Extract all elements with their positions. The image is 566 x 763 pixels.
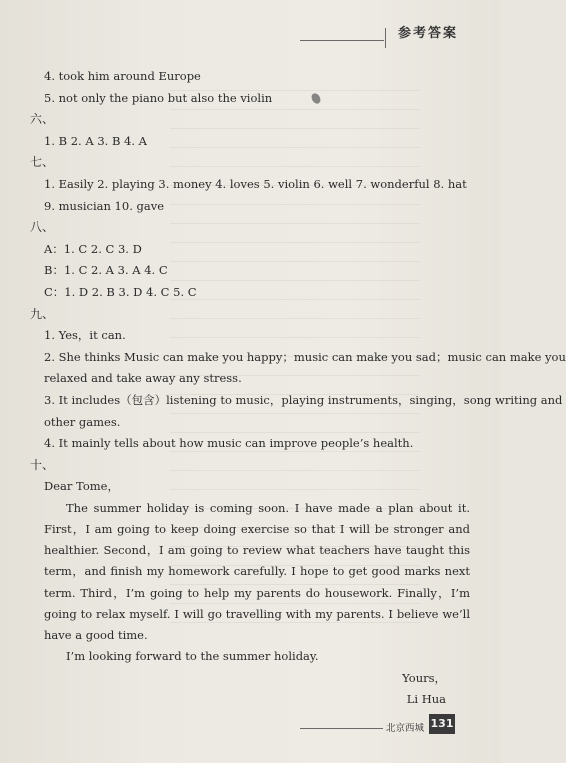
letter-greeting: Dear Tome，	[44, 479, 119, 494]
answer-line: 1. Yes，it can.	[44, 328, 126, 343]
answer-line: relaxed and take away any stress.	[44, 371, 242, 386]
answer-line: C：1. D 2. B 3. D 4. C 5. C	[44, 284, 197, 299]
section-heading: 七、	[30, 155, 55, 170]
answer-line: 4. It mainly tells about how music can improve people’s health.	[44, 436, 414, 451]
header-divider	[385, 28, 386, 48]
answer-line: 9. musician 10. gave	[44, 198, 165, 213]
answer-content	[30, 66, 566, 711]
answer-line: A：1. C 2. C 3. D	[44, 241, 142, 256]
answer-line: 3. It includes（包含）listening to music，playing instruments，singing，song writing and	[44, 392, 563, 407]
letter-closing-line: I’m looking forward to the summer holiday.	[66, 649, 319, 664]
section-heading: 八、	[30, 220, 55, 235]
footer-label: 北京西城	[386, 723, 425, 734]
answer-line: 1. B 2. A 3. B 4. A	[44, 133, 147, 148]
header-rule	[300, 40, 384, 41]
header-title: 参考答案	[398, 26, 459, 41]
page-number: 131	[429, 714, 455, 734]
answer-line: B：1. C 2. A 3. A 4. C	[44, 263, 168, 278]
answer-line: 1. Easily 2. playing 3. money 4. loves 5. violin 6. well 7. wonderful 8. hat	[44, 176, 467, 191]
section-heading: 九、	[30, 306, 55, 321]
answer-line: 2. She thinks Music can make you happy；music can make you sad；music can make you	[44, 349, 566, 364]
answer-line: other games.	[44, 414, 121, 429]
section-heading: 六、	[30, 112, 55, 127]
answer-line: 4. took him around Europe	[44, 69, 201, 83]
section-heading: 十、	[30, 457, 55, 472]
answer-line: 5. not only the piano but also the violin	[44, 90, 273, 105]
footer-rule	[300, 728, 383, 729]
letter-signature: Li Hua	[406, 692, 446, 707]
letter-body: The summer holiday is coming soon. I have made a plan about it. First，I am going to keep doing exercise so that I will be stronger and healthier. Second，I am going to review what teachers have taught this term，and finish my homework carefully. I hope to get good marks next term. Third，I’m going to help my parents do housework. Finally，I’m going to relax myself. I will go travelling with my parents. I believe we’ll have a good time.	[44, 500, 470, 643]
letter-signoff: Yours，	[402, 670, 446, 685]
